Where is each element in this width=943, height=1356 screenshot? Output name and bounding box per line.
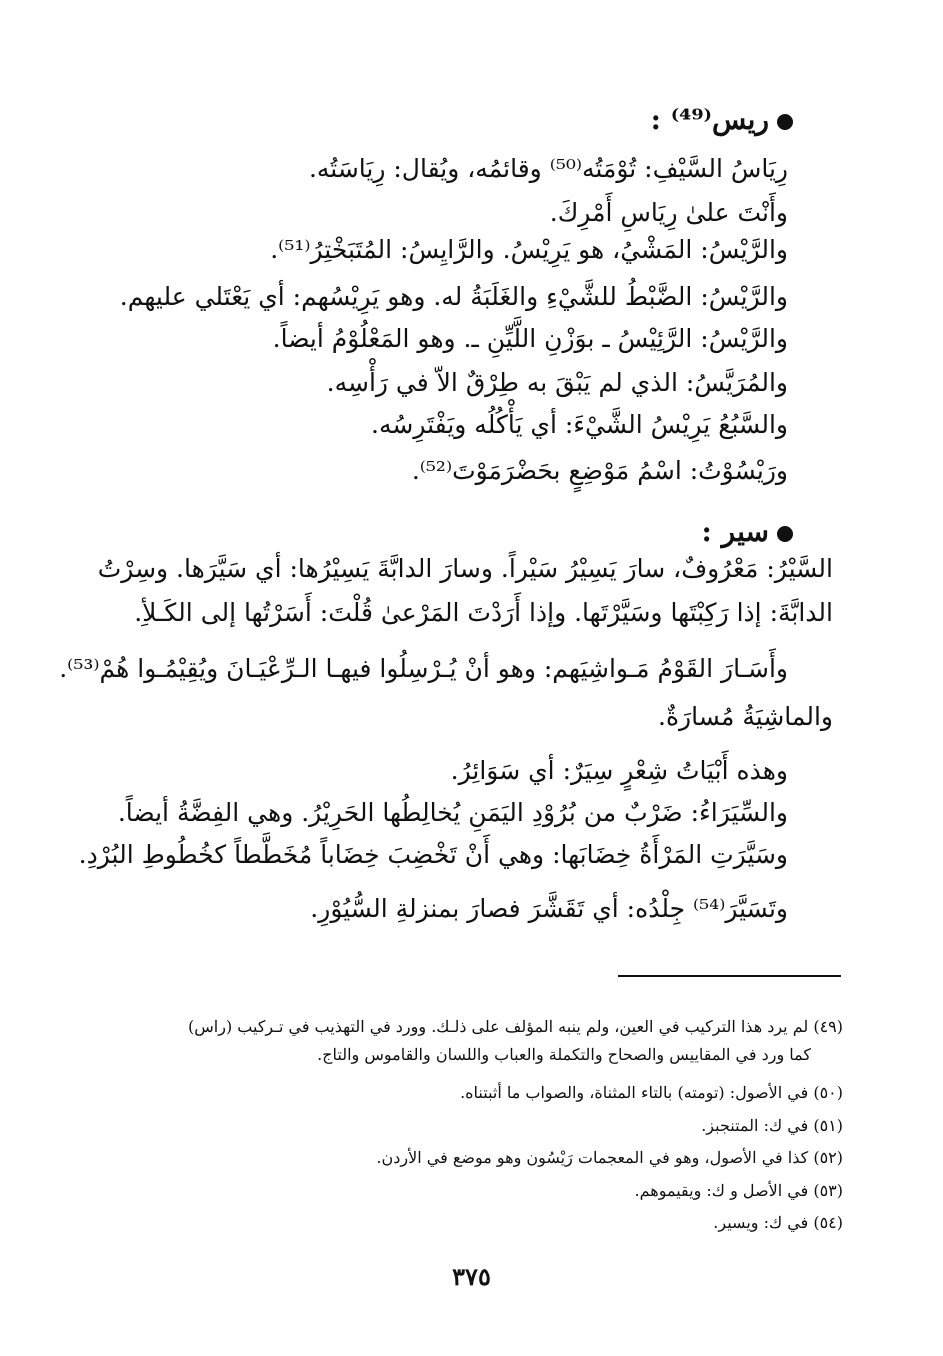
page-number: ٣٧٥ [452,1262,491,1291]
entry-ris-line-3: والرَّيْسُ: المَشْيُ، هو يَرِيْسُ. والرَّايِسُ: المُتَبَخْتِرُ⁽⁵¹⁾. [270,235,788,264]
footnote-49-line-2: كما ورد في المقاييس والصحاح والتكملة والعباب واللسان والقاموس والتاج. [317,1045,811,1064]
entry-heading-sir-text: سير : [701,515,769,548]
footnote-51: (٥١) في ك: المتنجبز. [701,1116,843,1135]
entry-sir-line-6: والسِّيَرَاءُ: ضَرْبٌ من بُرُوْدِ اليَمَنِ يُخالِطُها الحَرِيْرُ. وهي الفِضَّةُ أيضاً. [117,798,788,827]
footnote-50: (٥٠) في الأصول: (تومته) بالتاء المثناة، والصواب ما أثبتناه. [460,1083,843,1102]
entry-sir-line-7: وسَيَّرَتِ المَرْأَةُ خِضَابَها: وهي أَنْ تَخْضِبَ خِضَاباً مُخَطَّطاً كخُطُوطِ البُرْدِ. [78,840,788,869]
footnote-separator [618,975,841,977]
entry-ris-line-2: وأَنْتَ علىٰ رِيَاسِ أَمْرِكَ. [549,198,788,227]
entry-sir-line-8: وتَسَيَّرَ⁽⁵⁴⁾ جِلْدُه: أي تَقَشَّرَ فصارَ بمنزلةِ السُّيُوْرِ. [310,894,788,923]
footnote-52: (٥٢) كذا في الأصول، وهو في المعجمات رَيْسُون وهو موضع في الأردن. [376,1148,843,1167]
bullet-icon [777,114,793,130]
entry-ris-line-6: والمُرَيَّسُ: الذي لم يَبْقَ به طِرْقٌ الاّ في رَأْسِه. [326,368,788,397]
entry-sir-line-4: والماشِيَةُ مُسارَةٌ. [658,702,833,731]
entry-ris-line-4: والرَّيْسُ: الضَّبْطُ للشَّيْءِ والغَلَبَةُ له. وهو يَرِيْسُهم: أي يَعْتَلي عليهم. [119,282,788,311]
footnote-49-line-1: (٤٩) لم يرد هذا التركيب في العين، ولم ينبه المؤلف على ذلـك. وورد في التهذيب في تـركيب (راس) [188,1017,843,1036]
entry-ris-line-1: رِيَاسُ السَّيْفِ: تُوْمَتُه⁽⁵⁰⁾ وقائمُه، ويُقال: رِيَاسَتُه. [308,154,788,183]
entry-heading-ris [651,100,793,140]
entry-ris-line-7: والسَّبُعُ يَرِيْسُ الشَّيْءَ: أي يَأْكُلُه ويَفْتَرِسُه. [371,410,788,439]
entry-sir-line-2: الدابَّةَ: إذا رَكِبْتَها وسَيَّرْتَها. وإذا أَرَدْتَ المَرْعىٰ قُلْتَ: أَسَرْتُها إلى الكَـلأِ. [134,598,833,627]
entry-ris-line-5: والرَّيْسُ: الرَّئِيْسُ ـ بوَزْنِ اللَّيِّنِ ـ. وهو المَعْلُوْمُ أيضاً. [272,324,788,353]
footnote-53: (٥٣) في الأصل و ك: ويقيموهم. [634,1181,843,1200]
bullet-icon [777,526,793,542]
entry-ris-line-8: ورَيْسُوْتُ: اسْمُ مَوْضِعٍ بحَضْرَمَوْتَ⁽⁵²⁾. [411,456,788,485]
entry-heading-ris-text: ريس⁽⁴⁹⁾ : [650,103,769,136]
entry-sir-line-3: وأَسَـارَ القَوْمُ مَـواشِيَهم: وهو أنْ يُـرْسِلُوا فيهـا الـرِّعْيَـانَ ويُقِيْمُـوا هُمْ⁽⁵³⁾. [59,654,788,683]
footnote-54: (٥٤) في ك: ويسير. [713,1213,843,1232]
entry-heading-sir [702,512,793,552]
entry-sir-line-5: وهذه أَبْيَاتُ شِعْرٍ سِيَرٌ: أي سَوَائِرُ. [450,756,788,785]
entry-sir-line-1: السَّيْرُ: مَعْرُوفٌ، سارَ يَسِيْرُ سَيْراً. وسارَ الدابَّةَ يَسِيْرُها: أي سَيَّرَها. وسِرْتُ [97,554,833,583]
